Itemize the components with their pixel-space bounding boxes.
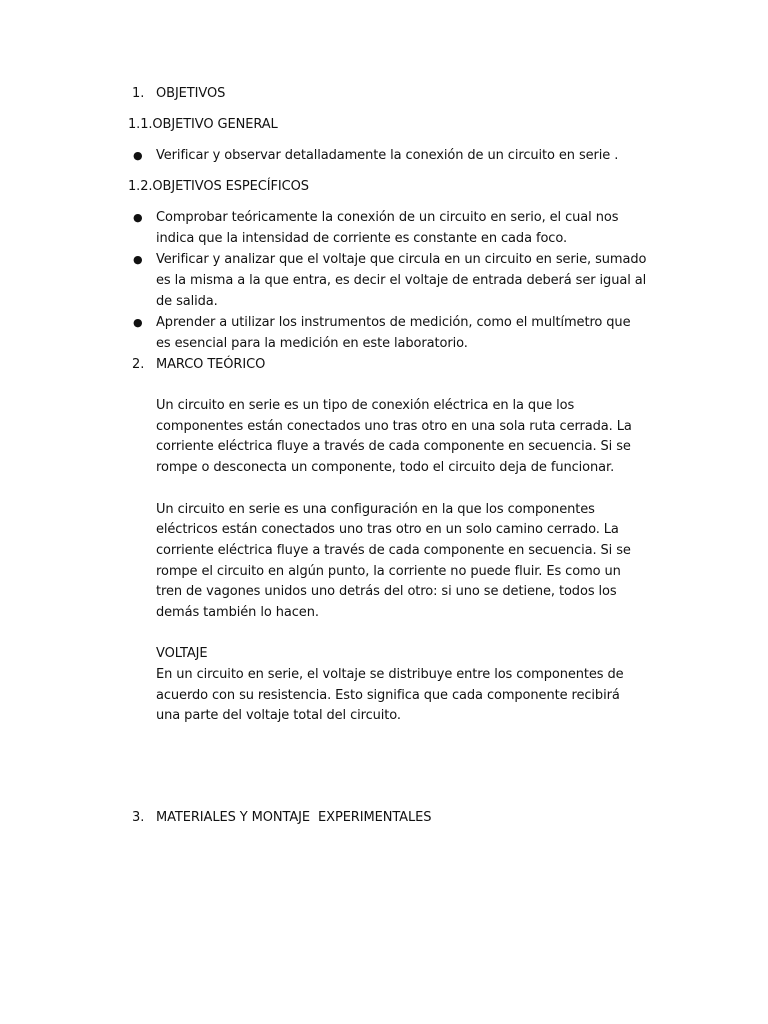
section-1-1-title: 1.1.OBJETIVO GENERAL [128, 117, 278, 132]
specific-objective-2-line-1: Verificar y analizar que el voltaje que circula en un circuito en serie, sumado [156, 252, 647, 267]
specific-objective-2-line-2: es la misma a la que entra, es decir el voltaje de entrada deberá ser igual al [156, 273, 647, 288]
specific-objective-3-line-1: Aprender a utilizar los instrumentos de medición, como el multímetro que [156, 315, 631, 330]
specific-objective-1-line-2: indica que la intensidad de corriente es constante en cada foco. [156, 231, 568, 246]
section-3-title: MATERIALES Y MONTAJE EXPERIMENTALES [156, 810, 432, 825]
bullet-marker: ● [133, 211, 143, 224]
section-1-2-title: 1.2.OBJETIVOS ESPECÍFICOS [128, 179, 309, 194]
paragraph-2-line-3: corriente eléctrica fluye a través de cada componente en secuencia. Si se [156, 543, 631, 558]
paragraph-1-line-4: rompe o desconecta un componente, todo el circuito deja de funcionar. [156, 460, 615, 475]
paragraph-3-line-3: una parte del voltaje total del circuito. [156, 708, 401, 723]
general-objective-text: Verificar y observar detalladamente la conexión de un circuito en serie . [156, 148, 619, 163]
voltaje-heading: VOLTAJE [156, 646, 208, 661]
paragraph-2-line-6: demás también lo hacen. [156, 605, 319, 620]
specific-objective-1-line-1: Comprobar teóricamente la conexión de un circuito en serio, el cual nos [156, 210, 619, 225]
paragraph-3-line-2: acuerdo con su resistencia. Esto significa que cada componente recibirá [156, 688, 620, 703]
bullet-marker: ● [133, 253, 143, 266]
bullet-marker: ● [133, 149, 143, 162]
paragraph-1-line-2: componentes están conectados uno tras otro en una sola ruta cerrada. La [156, 419, 632, 434]
section-2-number: 2. [132, 357, 145, 372]
paragraph-1-line-1: Un circuito en serie es un tipo de conexión eléctrica en la que los [156, 398, 575, 413]
bullet-marker: ● [133, 316, 143, 329]
paragraph-3-line-1: En un circuito en serie, el voltaje se distribuye entre los componentes de [156, 667, 624, 682]
paragraph-1-line-3: corriente eléctrica fluye a través de cada componente en secuencia. Si se [156, 439, 631, 454]
section-2-title: MARCO TEÓRICO [156, 357, 266, 372]
paragraph-2-line-5: tren de vagones unidos uno detrás del otro: si uno se detiene, todos los [156, 584, 617, 599]
paragraph-2-line-4: rompe el circuito en algún punto, la corriente no puede fluir. Es como un [156, 564, 621, 579]
specific-objective-2-line-3: de salida. [156, 294, 218, 309]
paragraph-2-line-1: Un circuito en serie es una configuración en la que los componentes [156, 502, 595, 517]
specific-objective-3-line-2: es esencial para la medición en este laboratorio. [156, 336, 468, 351]
section-3-number: 3. [132, 810, 145, 825]
paragraph-2-line-2: eléctricos están conectados uno tras otro en un solo camino cerrado. La [156, 522, 619, 537]
section-1-title: OBJETIVOS [156, 86, 226, 101]
section-1-number: 1. [132, 86, 145, 101]
